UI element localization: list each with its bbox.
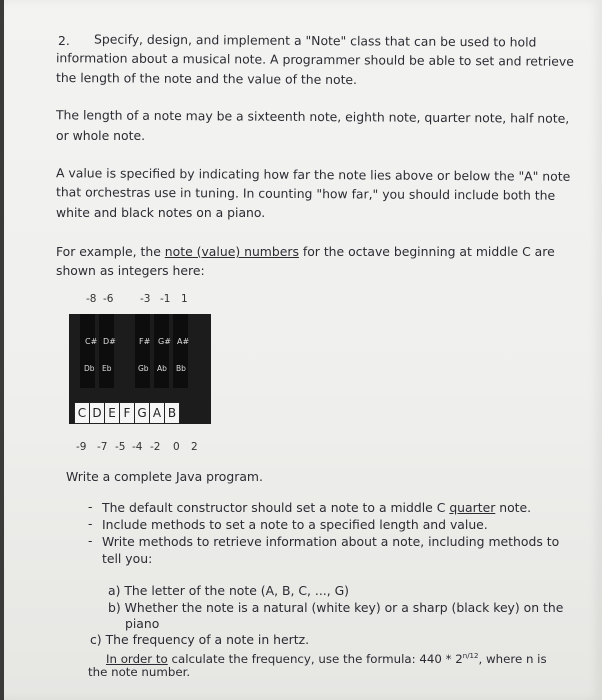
sharp-label: C# [85,337,98,346]
black-key [135,314,150,388]
bottom-number: 2 [191,441,198,453]
top-number: -1 [160,293,171,305]
task-heading: Write a complete Java program. [66,469,263,484]
white-key-f: F [119,402,135,424]
bottom-number: 0 [173,441,180,453]
in-order-to-link: In order to [106,651,168,666]
item-b-line-2: piano [125,616,160,631]
flat-label: Eb [102,364,112,373]
value-line-2: that orchestras use in tuning. In counting "how far," you should include both the [55,184,556,203]
bottom-number: -2 [150,441,161,453]
example-text-a: For example, the [56,244,165,259]
black-key [154,314,169,388]
bullet-3-line-1: Write methods to retrieve information about a note, including methods to [102,534,560,549]
bullet-dash: - [88,516,93,531]
sharp-label: D# [103,337,116,346]
sharp-label: F# [139,337,151,346]
bullet-dash: - [88,499,93,514]
white-key-row [74,402,179,424]
bullet-3-line-2: tell you: [102,551,153,566]
intro-line-1: Specify, design, and implement a "Note" class that can be used to hold [93,31,537,50]
white-key-g: G [134,402,150,424]
note-value-numbers-link: note (value) numbers [164,244,299,259]
example-line-2: shown as integers here: [56,263,205,278]
top-number: -8 [86,293,97,305]
bullet-2: Include methods to set a note to a specified length and value. [102,517,488,532]
bullet-1-end: note. [495,500,532,515]
flat-label: Ab [157,364,167,373]
bottom-number: -5 [115,441,126,453]
white-key-d: D [89,402,105,424]
bottom-number: -9 [76,441,87,453]
bottom-number: -4 [132,441,143,453]
quarter-link: quarter [449,500,496,515]
length-line-1: The length of a note may be a sixteenth note, eighth note, quarter note, half note, [55,107,570,126]
problem-number: 2. [58,33,70,48]
flat-label: Gb [138,364,149,373]
value-line-1: A value is specified by indicating how far the note lies above or below the "A" note [55,165,571,184]
white-key-a: A [149,402,165,424]
white-key-e: E [104,402,120,424]
bullet-1-text: The default constructor should set a note to a middle C [102,500,450,515]
black-key [80,314,98,388]
example-line-1 [56,243,555,260]
top-number: -3 [140,293,151,305]
example-text-b: for the octave beginning at middle C are [298,244,555,259]
formula-line-2: the note number. [88,665,191,679]
item-a: a) The letter of the note (A, B, C, ..., G) [108,583,350,598]
formula-text: calculate the frequency, use the formula: 440 * 2 [167,651,463,666]
black-key [173,314,188,388]
bottom-number: -7 [97,441,108,453]
bullet-dash: - [88,533,93,548]
formula-exponent: n/12 [462,652,479,660]
item-c: c) The frequency of a note in hertz. [90,632,310,647]
value-line-3: white and black notes on a piano. [56,205,266,220]
length-line-2: or whole note. [56,128,146,143]
intro-line-2: information about a musical note. A programmer should be able to set and retrieve [55,50,574,69]
intro-line-3: the length of the note and the value of the note. [55,69,358,88]
white-key-b: B [164,402,180,424]
worksheet-page [4,0,602,700]
black-key [99,314,114,388]
formula-end: , where n is [478,651,547,666]
sharp-label: G# [158,337,171,346]
item-b-line-1: b) Whether the note is a natural (white key) or a sharp (black key) on the [108,600,564,615]
top-number: -6 [103,293,114,305]
flat-label: Db [84,364,95,373]
bullet-1 [102,499,531,516]
flat-label: Bb [176,364,186,373]
top-number: 1 [181,293,188,305]
white-key-c: C [74,402,90,424]
sharp-label: A# [177,337,190,346]
